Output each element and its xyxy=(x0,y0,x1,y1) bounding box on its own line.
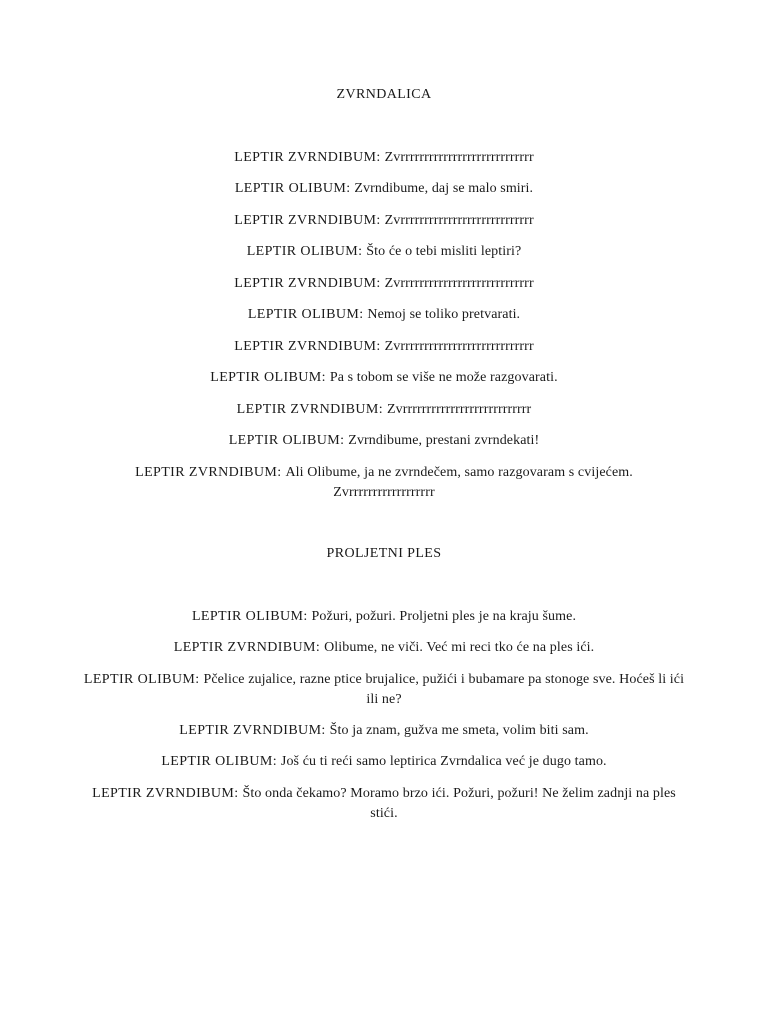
dialogue-line xyxy=(90,721,678,741)
speaker-name: LEPTIR ZVRNDIBUM : xyxy=(92,786,242,801)
dialogue-line xyxy=(90,242,678,262)
dialogue-text: Požuri, požuri. Proljetni ples je na kraju šume. xyxy=(311,609,577,624)
speaker-name: LEPTIR OLIBUM : xyxy=(229,433,349,448)
dialogue-text: Pa s tobom se više ne može razgovarati. xyxy=(329,370,558,385)
dialogue-text: Što ja znam, gužva me smeta, volim biti sam. xyxy=(329,723,589,738)
scene-title: PROLJETNI PLES xyxy=(326,546,442,561)
speaker-name: LEPTIR OLIBUM : xyxy=(210,370,330,385)
dialogue-line xyxy=(80,670,688,710)
dialogue-line xyxy=(90,431,678,451)
speaker-name: LEPTIR ZVRNDIBUM : xyxy=(135,465,285,480)
dialogue-text: Zvrrrrrrrrrrrrrrrrrrrrrrrrrrrr xyxy=(384,150,534,165)
dialogue-text: Olibume, ne viči. Već mi reci tko će na ples ići. xyxy=(324,640,595,655)
speaker-name: LEPTIR OLIBUM : xyxy=(192,609,312,624)
dialogue-text: Nemoj se toliko pretvarati. xyxy=(367,307,521,322)
dialogue-text: Što onda čekamo? Moramo brzo ići. Požuri, požuri! Ne želim zadnji na ples stići. xyxy=(242,786,676,821)
dialogue-text: Zvrrrrrrrrrrrrrrrrrrrrrrrrrrrr xyxy=(384,276,534,291)
speaker-name: LEPTIR OLIBUM : xyxy=(84,672,204,687)
dialogue-text: Zvrrrrrrrrrrrrrrrrrrrrrrrrrrrr xyxy=(384,213,534,228)
dialogue-line xyxy=(90,274,678,294)
speaker-name: LEPTIR OLIBUM : xyxy=(161,754,281,769)
speaker-name: LEPTIR ZVRNDIBUM : xyxy=(234,213,384,228)
scene-title: ZVRNDALICA xyxy=(336,87,432,102)
dialogue-text: Pčelice zujalice, razne ptice brujalice, pužići i bubamare pa stonoge sve. Hoćeš li ići ili ne? xyxy=(203,672,685,707)
dialogue-line xyxy=(80,784,688,824)
speaker-name: LEPTIR ZVRNDIBUM : xyxy=(234,150,384,165)
speaker-name: LEPTIR ZVRNDIBUM : xyxy=(234,276,384,291)
speaker-name: LEPTIR OLIBUM : xyxy=(248,307,368,322)
dialogue-text: Zvrndibume, prestani zvrndekati! xyxy=(348,433,540,448)
dialogue-line xyxy=(90,638,678,658)
dialogue-text: Zvrrrrrrrrrrrrrrrrrrrrrrrrrrr xyxy=(386,402,532,417)
speaker-name: LEPTIR ZVRNDIBUM : xyxy=(174,640,324,655)
dialogue-text: Ali Olibume, ja ne zvrndečem, samo razgovaram s cvijećem. Zvrrrrrrrrrrrrrrrrrr xyxy=(285,465,633,500)
dialogue-line xyxy=(90,607,678,627)
speaker-name: LEPTIR OLIBUM : xyxy=(235,181,355,196)
dialogue-line xyxy=(90,752,678,772)
dialogue-text: Zvrndibume, daj se malo smiri. xyxy=(354,181,534,196)
dialogue-text: Što će o tebi misliti leptiri? xyxy=(366,244,522,259)
dialogue-line xyxy=(90,148,678,168)
dialogue-line xyxy=(90,337,678,357)
dialogue-line xyxy=(90,179,678,199)
dialogue-line xyxy=(90,400,678,420)
dialogue-line xyxy=(90,463,678,503)
dialogue-text: Zvrrrrrrrrrrrrrrrrrrrrrrrrrrrr xyxy=(384,339,534,354)
dialogue-line xyxy=(90,211,678,231)
speaker-name: LEPTIR OLIBUM : xyxy=(247,244,367,259)
dialogue-text: Još ću ti reći samo leptirica Zvrndalica već je dugo tamo. xyxy=(280,754,607,769)
speaker-name: LEPTIR ZVRNDIBUM : xyxy=(234,339,384,354)
dialogue-line xyxy=(90,368,678,388)
speaker-name: LEPTIR ZVRNDIBUM : xyxy=(237,402,387,417)
dialogue-line xyxy=(90,305,678,325)
speaker-name: LEPTIR ZVRNDIBUM : xyxy=(179,723,329,738)
